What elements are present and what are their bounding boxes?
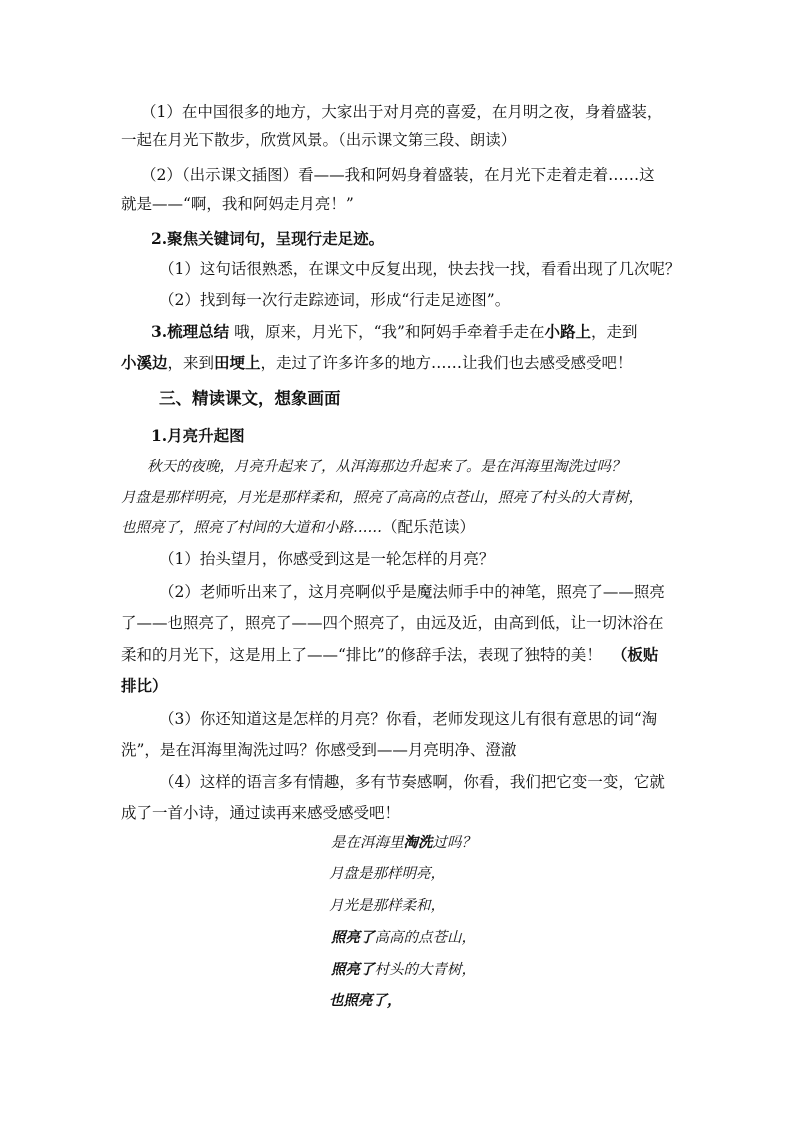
paragraph-line: （2）找到每一次行走踪迹词，形成“行走足迹图”。 xyxy=(159,291,511,309)
paragraph-line: （1）在中国很多的地方，大家出于对月亮的喜爱，在月明之夜，身着盛装， xyxy=(141,103,663,121)
text-excerpt-line: 秋天的夜晚，月亮升起来了，从洱海那边升起来了。是在洱海里淘洗过吗？ xyxy=(147,459,626,475)
paragraph-line: 了——也照亮了，照亮了——四个照亮了，由远及近，由高到低，让一切沐浴在 xyxy=(121,614,664,632)
paragraph-line: （3）你还知道这是怎样的月亮？你看，老师发现这儿有很有意思的词“淘 xyxy=(159,710,658,728)
text-run: 柔和的月光下，这是用上了——“排比”的修辞手法，表现了独特的美！ xyxy=(121,646,602,664)
poem-line: 月盘是那样明亮， xyxy=(329,866,445,882)
poem-line: 月光是那样柔和， xyxy=(329,898,445,914)
bold-phrase: 小路上 xyxy=(544,322,591,341)
bold-phrase: 田埂上 xyxy=(214,353,261,372)
text-excerpt-line xyxy=(121,517,475,538)
bold-phrase: 照亮了 xyxy=(331,961,375,978)
text-run: ，来到 xyxy=(167,354,215,372)
text-run: （配乐范读） xyxy=(382,518,476,536)
paragraph-line: 就是——“啊，我和阿妈走月亮！” xyxy=(121,195,354,213)
subheading: 2.聚焦关键词句，呈现行走足迹。 xyxy=(151,229,385,248)
paragraph-line: （2）（出示课文插图）看——我和阿妈身着盛装，在月光下走着走着……这 xyxy=(141,166,655,184)
text-run: 是在洱海里 xyxy=(331,835,404,851)
text-run: 哦，原来，月光下，“我”和阿妈手牵着手走在 xyxy=(229,323,545,341)
text-run: 过吗？ xyxy=(432,835,476,851)
paragraph-line: 一起在月光下散步，欣赏风景。（出示课文第三段、朗读） xyxy=(121,131,517,149)
text-run: 村头的大青树， xyxy=(374,962,476,978)
poem-line: 也照亮了， xyxy=(329,992,402,1009)
text-run: ，走过了许多许多的地方……让我们也去感受感受吧！ xyxy=(260,354,633,372)
paragraph-line: （1）抬头望月，你感受到这是一轮怎样的月亮？ xyxy=(159,550,495,568)
section-heading: 三、精读课文，想象画面 xyxy=(159,389,341,408)
text-excerpt-line: 月盘是那样明亮，月光是那样柔和，照亮了高高的点苍山，照亮了村头的大青树， xyxy=(121,490,643,506)
bold-phrase: 排比） xyxy=(121,676,168,695)
poem-line xyxy=(331,928,476,948)
paragraph-line: （1）这句话很熟悉，在课文中反复出现，快去找一找，看看出现了几次呢？ xyxy=(159,260,681,278)
paragraph-line: 洗”，是在洱海里淘洗过吗？你感受到——月亮明净、澄澈 xyxy=(121,741,517,759)
bold-phrase: 3.梳理总结 xyxy=(151,322,230,341)
paragraph-line: （4）这样的语言多有情趣，多有节奏感啊，你看，我们把它变一变，它就 xyxy=(159,773,665,791)
bold-phrase: （板贴 xyxy=(611,645,659,664)
text-run: 也照亮了，照亮了村间的大道和小路…… xyxy=(121,520,382,536)
subheading: 1.月亮升起图 xyxy=(151,426,245,445)
text-run: 高高的点苍山， xyxy=(374,930,476,946)
bold-phrase: 淘洗 xyxy=(403,834,433,851)
paragraph-line: （2）老师听出来了，这月亮啊似乎是魔法师手中的神笔，照亮了——照亮 xyxy=(159,583,665,601)
text-run: ，走到 xyxy=(590,323,638,341)
poem-line xyxy=(331,960,476,980)
paragraph-line xyxy=(151,322,638,342)
poem-line xyxy=(331,833,476,853)
paragraph-line: 成了一首小诗，通过读再来感受感受吧！ xyxy=(121,804,401,822)
paragraph-line xyxy=(121,645,658,665)
bold-phrase: 小溪边 xyxy=(121,353,168,372)
paragraph-line xyxy=(121,353,633,373)
bold-phrase: 照亮了 xyxy=(331,929,375,946)
